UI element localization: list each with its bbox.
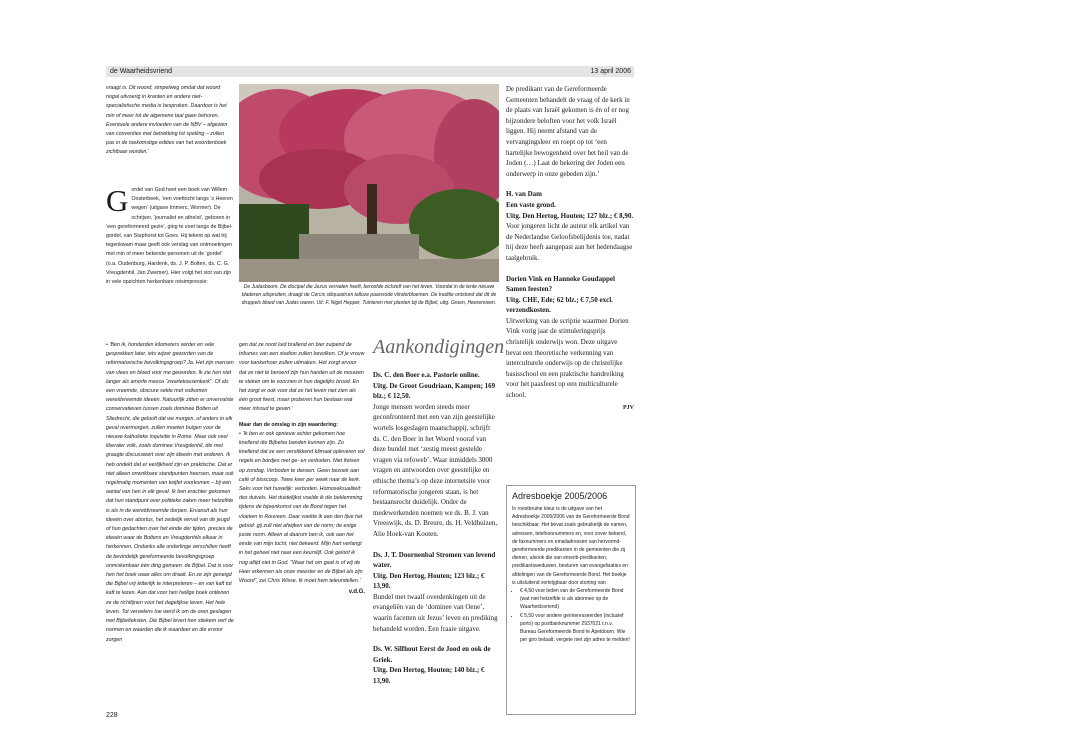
book-review: Uitwerking van de scriptie waarmee Dorien Vink vorig jaar de stimuleringsprijs christelijk onderwijs won. Deze uitgave bevat een theoretische verkenning van interculturele onderwijs op de christelijke basisschool en een praktische handreiking voor het paasfeest op een multiculturele school. bbox=[506, 316, 629, 400]
address-book-box bbox=[506, 485, 636, 715]
paragraph: • ‘Ik ben er ook opnieuw achter gekomen hoe knellend die Bijbelse banden kunnen zijn. Zo knellend dat ze een verstikkend klimaat opleveren vol regels en bordjes met ge- en verboden. Niet fietsen op zondag. Verboden te dansen. Geen bezoek aan café of bioscoop. Twee keer per week naar de kerk. Seks voor het huwelijk: verboden. Homoseksualiteit: des duivels. Het duidelijkst voelde ik die beklemming tijdens de bijeenkomst van de Bond tegen het vloeken in Rouveen. Daar voelde ik aan den lijve het gebod: gij zult niet afwijken van de norm; de enige juiste norm. Alleen al daarom ben ik, ook aan het einde van mijn tocht, niet bekeerd. Mijn hart verlangt in het geheel niet naar een keurslijf. Ook geloof ik nog altijd niet in God. “Waar het om gaat is of wij de Heer erkennen als onze meester en de Bijbel als zijn Woord”, zei Chris Wisse. Ik moet hem teleurstellen.’ bbox=[239, 430, 365, 585]
book-publisher: Uitg. Den Hertog, Houten; 123 blz.; € 13,90. bbox=[373, 571, 485, 591]
paragraph: • ‘Ben ik, honderden kilometers verder en vele gesprekken later, iets wijzer geworden van de reformatorische bevolkingsgroep? Ja. Het zijn mensen van vlees en bloed voor me geworden. Ik zie hen niet langer als amorfe massa “zwartekousenkerk”. Of als een vreemde, obscure sekte met volkomen wereldvreemde ideeën. Natuurlijk zitten er onvervalste conservatieven tussen zoals dominee Bolten uit Sliedrecht, die gelooft dat we morgen, of anders in elk geval overmorgen, zullen moeten buigen voor de nieuwe katholieke inquisitie in Rome. Maar ook veel liberaler volk, zoals dominee Vreugdenhil, die met graagte discussieert over zijn ideeën met anderen. Ik heb ondekt dat er eerlijkheid zijn en praktische. Dat er niet alleen onwrikbare standpunten heersen, maar ook regelmatig momenten van twijfel voorkomen – bij een aantal van hen in elk geval. Ik ben erachter gekomen dat hun standpunt over politieke zaken meer hetzelfde is als in de wereldvreemde dorpen. Ervanuit als hun ideeën over abortus, het zedelijk verval van de jeugd of hun gedachten over het einde der tijden, precies de ideeën waar de Boltens en Vreugdenhils elkaar in herkennen. Ondanks alle onderlinge verschillen heeft de bevindelijk gereformeerde bevolkingsgroep onmiskenbaar één ding gemeen: de Bijbel. Dat is voor hen het boek waar alles om draait. En ze zijn geneigd die Bijbel vrij letterlijk te interpreteren – en van kaft tot kaft te lezen. Aan dat voor hen heilige boek ontlenen ze de richtlijnen voor het dagelijkse leven. Het hele leven. Tot vervelens toe werd ik om de oren geslagen met Bijbelteksten. Die Bijbel levert hen stiekem verf de normen en waarden die ik waardeer en die ervoor zorgen bbox=[106, 342, 234, 643]
section-title: Aankondigingen bbox=[373, 336, 505, 358]
judas-tree-photo bbox=[239, 84, 499, 282]
book-title: Een vaste grond. bbox=[506, 200, 556, 209]
column1-quote bbox=[106, 341, 234, 645]
book-title: Ds. J. T. Doornenbal Stromen van levend water. bbox=[373, 550, 496, 570]
column2-quote bbox=[239, 341, 365, 597]
price-item: • € 4,50 voor leden van de Gereformeerde Bond (wat niet hetzelfde is als abonnee op de Waarheidsvriend) bbox=[520, 587, 630, 612]
book-title: Ds. C. den Boer e.a. Pastorie online. bbox=[373, 371, 480, 379]
box-text: In roestbruine kleur is de uitgave van het Adresboekje 2005/2006 van de Gereformeerde Bond beschikbaar. Het bevat zoals gebruikelijk de namen, adressen, telefoonnummers en, voor zover bekend, de faxnummers en emailadressen van hervormd-gereformeerde predikanten in de gemeenten die zij dienen, alsook die van emeriti-predikanten, predikantsweduwen, besturen van evangelisaties en afdelingen van de Gereformeerde Bond. Het boekje is uitsluitend verkrijgbaar door storting van bbox=[512, 506, 630, 586]
book-review: Voor jongeren licht de auteur elk artikel van de Nederlandse Geloofsbelijdenis toe, nadat hij deze heeft aangepast aan het hedendaagse taalgebruik. bbox=[506, 222, 633, 262]
announcements-column-right bbox=[506, 84, 634, 413]
price-item: • € 5,50 voor andere geïnteresseerden (inclusief porto) op postbanknummer 2937021 t.n.v. Bureau Gereformeerde Bond te Apeldoorn. Wie per giro betaalt, vergete niet zijn adres te melden! bbox=[520, 612, 630, 645]
photo-caption: De Judasboom. De discipel die Jezus verraden heeft, beroofde zichzelf van het leven. Voordat in de lente nieuwe bladeren uitspruiten, draagt de Cercis siliquastrum talloze paarsrode vlinderbloemen. De traditie ontstond dat dit de druppels bloed van Judas waren. Uit: F. Nigel Hepper, Tuinieren met planten bij de Bijbel, uitg. Groen, Heerenveen. bbox=[241, 284, 497, 306]
issue-date: 13 april 2006 bbox=[590, 68, 631, 75]
column1-article bbox=[106, 183, 234, 287]
paragraph: vraagt is. Dit woord, simpelweg omdat dat woord nogal uitvoerig in kranten en andere niet-specialistische media is besproken. Daardoor is het min of meer tot de algemene taal gaan behoren. Eventuele andere invloeden van de NBV – afgezien van conventies met betrekking tot spelling – zullen pas in de toekomstige edities van het woordenboek zichtbaar worden.’ bbox=[106, 85, 228, 156]
publication-name: de Waarheidsvriend bbox=[110, 68, 172, 75]
book-publisher: Uitg. De Groot Goudriaan, Kampen; 169 blz.; € 12,50. bbox=[373, 381, 496, 401]
announcements-column bbox=[373, 370, 499, 687]
page-number: 228 bbox=[106, 712, 118, 719]
subheading: Maar dan de omslag in zijn waardering: bbox=[239, 421, 338, 428]
author-initials: v.d.G. bbox=[348, 589, 365, 596]
book-review: Bundel met twaalf overdenkingen uit de evangeliën van de ‘dominee van Oene’, waarin facetten uit Jezus’ leven en prediking behandeld worden. Een fraaie uitgave. bbox=[373, 592, 498, 633]
book-review: Jonge mensen worden steeds meer geconfronteerd met een van zijn geestelijke wortels losgeslagen maatschappij, schrijft ds. C. den Boer in het Woord vooraf van deze bundel met ‘zestig meest gestelde vragen via refoweb’. Waar inmiddels 3000 vragen en antwoorden over geestelijke en ethische thema’s op deze internetsite voor reformatorische jongeren staan, is het bestaansrecht duidelijk. Onder de medewerkenden noemen we ds. B. J. van Vreeswijk, ds. D. Breure, ds. H. Veldhuizen, Alie Hoek-van Kooten. bbox=[373, 402, 498, 538]
book-publisher: Uitg. Den Hertog, Houten; 127 blz.; € 8,90. bbox=[506, 211, 634, 220]
book-publisher: Uitg. CHE, Ede; 62 blz.; € 7,50 excl. verzendkosten. bbox=[506, 295, 613, 315]
column1-top-text bbox=[106, 84, 234, 158]
book-title: Dorien Vink en Hanneke Goudappel Samen feesten? bbox=[506, 274, 615, 294]
paragraph: ordel van God heet een boek van Willem Oosterbeek, ‘een voettocht langs ’s Heeren wegen’ (uitgave Immerc, Wormer). De schrijver, ‘journalist en atheïst’, geboren in ‘een gereformeerd gezin’, ging te voet langs de Bijbel-gordel, van Staphorst tot Goes. Hij tekent op wat hij tegenkwam maar geeft ook verslag van ontmoetingen met min of meer bekende personen uit de ‘gordel’ (o.a. Oudenburg, Hardenk, ds. J. P. Bolten, ds. C. G. Vreugdenhil, Jan Zwemer). Hier volgt het slot van zijn in vele opzichten herkenbare reisimpressie: bbox=[106, 187, 233, 286]
paragraph: gen dat ze nooit luid brallend en bier zuipend de tribunes van een stadion zullen bevolken. Of je vrouw voor kankerhoer zullen uitmaken. Het zorgt ervoor dat ze niet te beroerd zijn hun handen uit de mouwen te steken om te voorzien in hun dagelijks brood. En het zorgt er ook voor dat ze het leven niet zien als één groot feest, maar proberen hun bestaan wat meer inhoud te geven.’ bbox=[239, 342, 365, 413]
book-author: H. van Dam bbox=[506, 190, 542, 199]
book-publisher: Uitg. Den Hertog, Houten; 140 blz.; € 13,90. bbox=[373, 666, 485, 686]
drop-cap: G bbox=[106, 183, 129, 218]
box-title: Adresboekje 2005/2006 bbox=[512, 491, 608, 501]
author-initials: PJV bbox=[623, 404, 634, 411]
book-title: Ds. W. Silfhout Eerst de Jood en ook de Griek. bbox=[373, 645, 491, 664]
running-header bbox=[106, 66, 634, 77]
book-review: De predikant van de Gereformeerde Gemeenten behandelt de vraag of de kerk in de plaats van Israël gekomen is én of er nog bijzondere beloften voor het volk Israël liggen. Hij neemt afstand van de vervangingsleer en roept op tot ‘een hartelijke bewogenheid over het heil van de Joden (…) Laat de bekering der Joden een onderwerp in onze gebeden zijn.’ bbox=[506, 85, 630, 178]
